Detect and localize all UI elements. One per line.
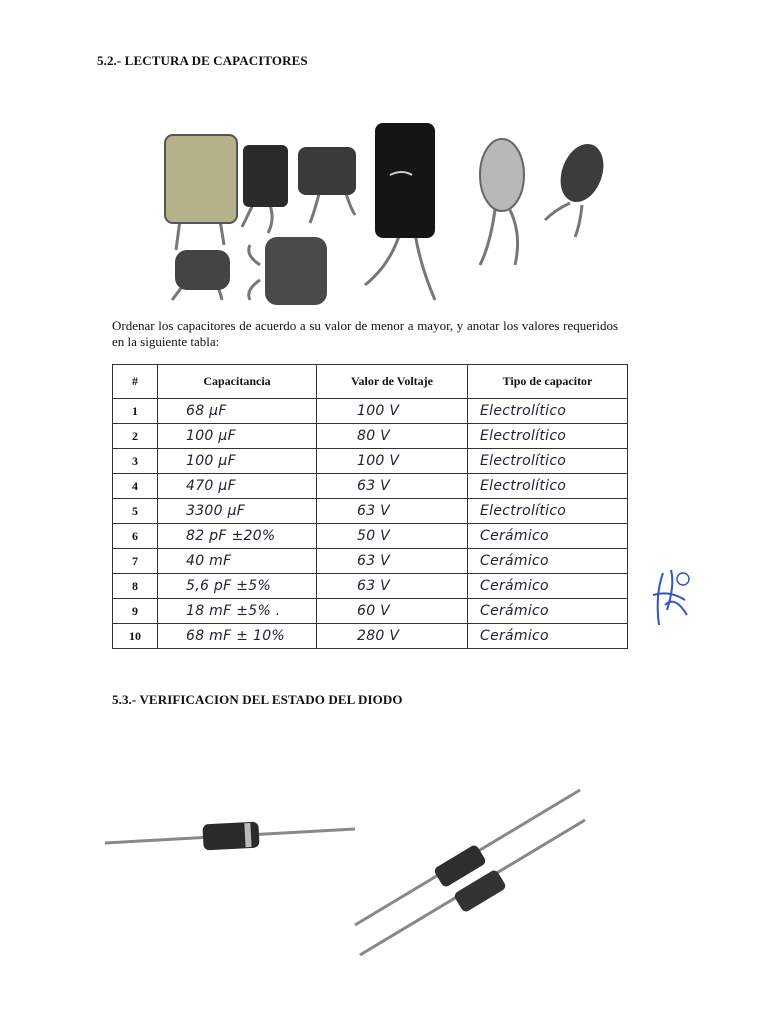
row-tipo: Cerámico [468,524,628,549]
row-number: 8 [113,574,158,599]
row-capacitancia: 68 mF ± 10% [158,624,317,649]
table-row [113,449,628,474]
row-tipo: Electrolítico [468,499,628,524]
row-tipo: Cerámico [468,574,628,599]
row-voltaje: 100 V [317,399,468,424]
section-title-diodo: 5.3.- VERIFICACION DEL ESTADO DEL DIODO [112,692,403,707]
row-number: 1 [113,399,158,424]
table-row [113,474,628,499]
table-row [113,524,628,549]
capacitors-photo [150,115,620,315]
row-tipo: Cerámico [468,599,628,624]
row-capacitancia: 100 µF [158,424,317,449]
row-number: 3 [113,449,158,474]
row-capacitancia: 82 pF ±20% [158,524,317,549]
row-voltaje: 63 V [317,474,468,499]
row-voltaje: 60 V [317,599,468,624]
row-capacitancia: 40 mF [158,549,317,574]
table-row [113,549,628,574]
row-number: 5 [113,499,158,524]
row-capacitancia: 18 mF ±5% . [158,599,317,624]
row-voltaje: 63 V [317,499,468,524]
row-tipo: Cerámico [468,549,628,574]
row-number: 2 [113,424,158,449]
row-voltaje: 100 V [317,449,468,474]
row-number: 10 [113,624,158,649]
table-row [113,424,628,449]
row-capacitancia: 5,6 pF ±5% [158,574,317,599]
row-voltaje: 63 V [317,549,468,574]
header-capacitancia: Capacitancia [158,365,317,399]
table-row [113,499,628,524]
row-voltaje: 50 V [317,524,468,549]
table-row [113,399,628,424]
row-capacitancia: 470 µF [158,474,317,499]
table-row [113,624,628,649]
row-capacitancia: 3300 µF [158,499,317,524]
row-capacitancia: 68 µF [158,399,317,424]
signature-mark [645,565,695,635]
row-number: 9 [113,599,158,624]
row-voltaje: 80 V [317,424,468,449]
row-tipo: Electrolítico [468,474,628,499]
capacitor-table [112,364,628,649]
row-number: 4 [113,474,158,499]
diode-photo-pair [350,780,590,960]
header-tipo: Tipo de capacitor [468,365,628,399]
row-voltaje: 63 V [317,574,468,599]
row-number: 7 [113,549,158,574]
row-tipo: Electrolítico [468,424,628,449]
row-voltaje: 280 V [317,624,468,649]
section-title-capacitores: 5.2.- LECTURA DE CAPACITORES [97,53,308,68]
table-row [113,574,628,599]
instructions-paragraph: Ordenar los capacitores de acuerdo a su valor de menor a mayor, y anotar los valores requeridos en la siguiente tabla: [112,318,618,349]
row-tipo: Electrolítico [468,399,628,424]
row-capacitancia: 100 µF [158,449,317,474]
header-number: # [113,365,158,399]
row-number: 6 [113,524,158,549]
header-voltaje: Valor de Voltaje [317,365,468,399]
table-header-row [113,365,628,399]
row-tipo: Cerámico [468,624,628,649]
table-row [113,599,628,624]
row-tipo: Electrolítico [468,449,628,474]
diode-photo-single [105,805,360,865]
